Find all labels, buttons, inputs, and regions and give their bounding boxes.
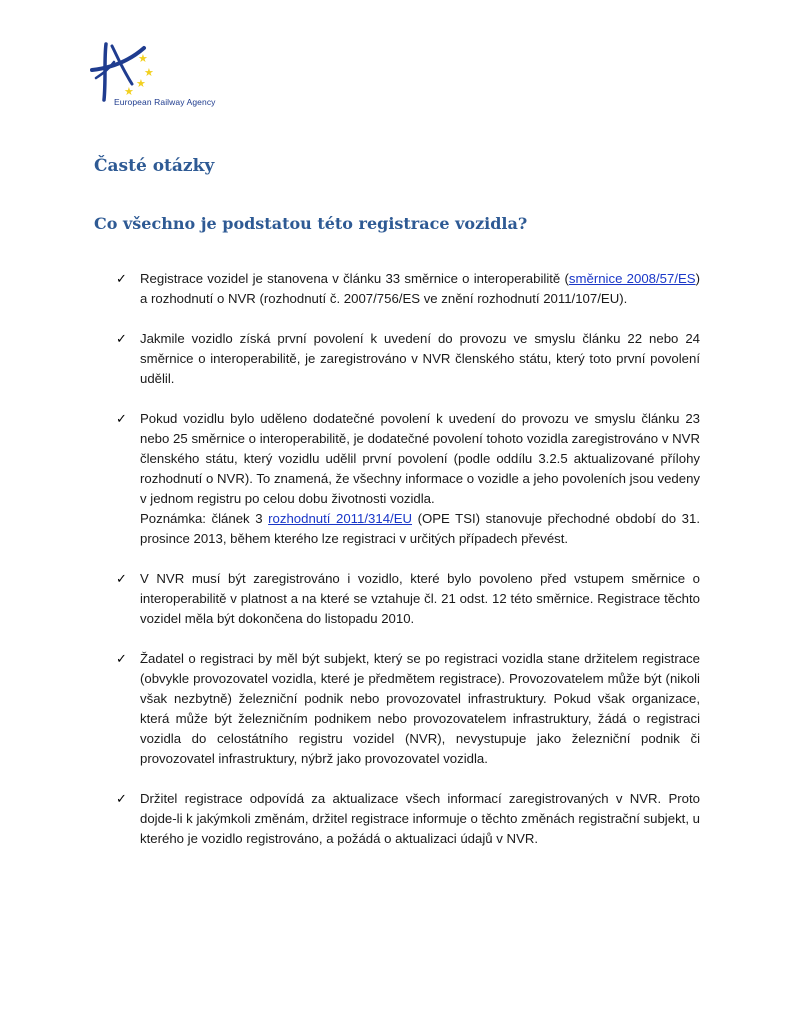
item-text: Pokud vozidlu bylo uděleno dodatečné povolení k uvedení do provozu ve smyslu článku 23 nebo 25 směrnice o interoperabilitě, je dodatečné povolení tohoto vozidla zaregistrováno v NVR členského státu, který vozidlu udělil první povolení (podle oddílu 3.2.5 aktualizované přílohy rozhodnutí o NVR). To znamená, že všechny informace o vozidle a jeho povoleních jsou vedeny v jednom registru po celou dobu životnosti vozidla. [140,411,700,506]
svg-text:★: ★ [136,77,146,90]
item-note: Poznámka: článek 3 rozhodnutí 2011/314/EU (OPE TSI) stanovuje přechodné období do 31. prosince 2013, během kterého lze registraci v určitých případech převést. [140,511,700,546]
list-item [116,789,700,849]
list-item [116,269,700,309]
item-text: Registrace vozidel je stanovena v článku 33 směrnice o interoperabilitě (směrnice 2008/57/ES) a rozhodnutí o NVR (rozhodnutí č. 2007/756/ES ve znění rozhodnutí 2011/107/EU). [140,271,700,306]
item-text: Držitel registrace odpovídá za aktualizace všech informací zaregistrovaných v NVR. Proto dojde-li k jakýmkoli změnám, držitel registrace informuje o těchto změnách registrační subjekt, u kterého je vozidlo registrováno, a požádá o aktualizaci údajů v NVR. [140,791,700,846]
decision-link[interactable]: rozhodnutí 2011/314/EU [268,511,413,526]
checkmark-icon: ✓ [116,651,127,666]
checkmark-icon: ✓ [116,331,127,346]
checkmark-icon: ✓ [116,411,127,426]
item-text: Jakmile vozidlo získá první povolení k uvedení do provozu ve smyslu článku 22 nebo 24 směrnice o interoperabilitě, je zaregistrováno v NVR členského státu, který toto první povolení udělil. [140,331,700,386]
checkmark-icon: ✓ [116,791,127,806]
list-item [116,329,700,389]
logo-text: European Railway Agency [114,97,216,107]
era-logo [88,40,228,112]
answer-list [116,269,700,869]
era-logo-mark [88,40,168,102]
item-text: Žadatel o registraci by měl být subjekt, který se po registraci vozidla stane držitelem registrace (obvykle provozovatel vozidla, které je předmětem registrace). Provozovatelem může být (nikoli však nezbytně) železniční podnik nebo provozovatel infrastruktury. Pokud však organizace, která může být železničním podnikem nebo provozovatelem infrastruktury, žádá o registraci vozidla do celostátního registru vozidel (NVR), nevystupuje jako železniční podnik či provozovatel infrastruktury, nýbrž jako provozovatel vozidla. [140,651,700,766]
directive-link[interactable]: směrnice 2008/57/ES [568,271,696,286]
svg-text:★: ★ [138,52,148,65]
page-title: Časté otázky [94,156,215,176]
svg-text:★: ★ [124,85,134,98]
svg-text:★: ★ [144,66,154,79]
checkmark-icon: ✓ [116,271,127,286]
list-item [116,569,700,629]
question-heading: Co všechno je podstatou této registrace vozidla? [94,214,528,233]
list-item [116,649,700,769]
checkmark-icon: ✓ [116,571,127,586]
item-text: V NVR musí být zaregistrováno i vozidlo, které bylo povoleno před vstupem směrnice o interoperabilitě v platnost a na které se vztahuje čl. 21 odst. 12 této směrnice. Registrace těchto vozidel měla být dokončena do listopadu 2010. [140,571,700,626]
list-item [116,409,700,549]
